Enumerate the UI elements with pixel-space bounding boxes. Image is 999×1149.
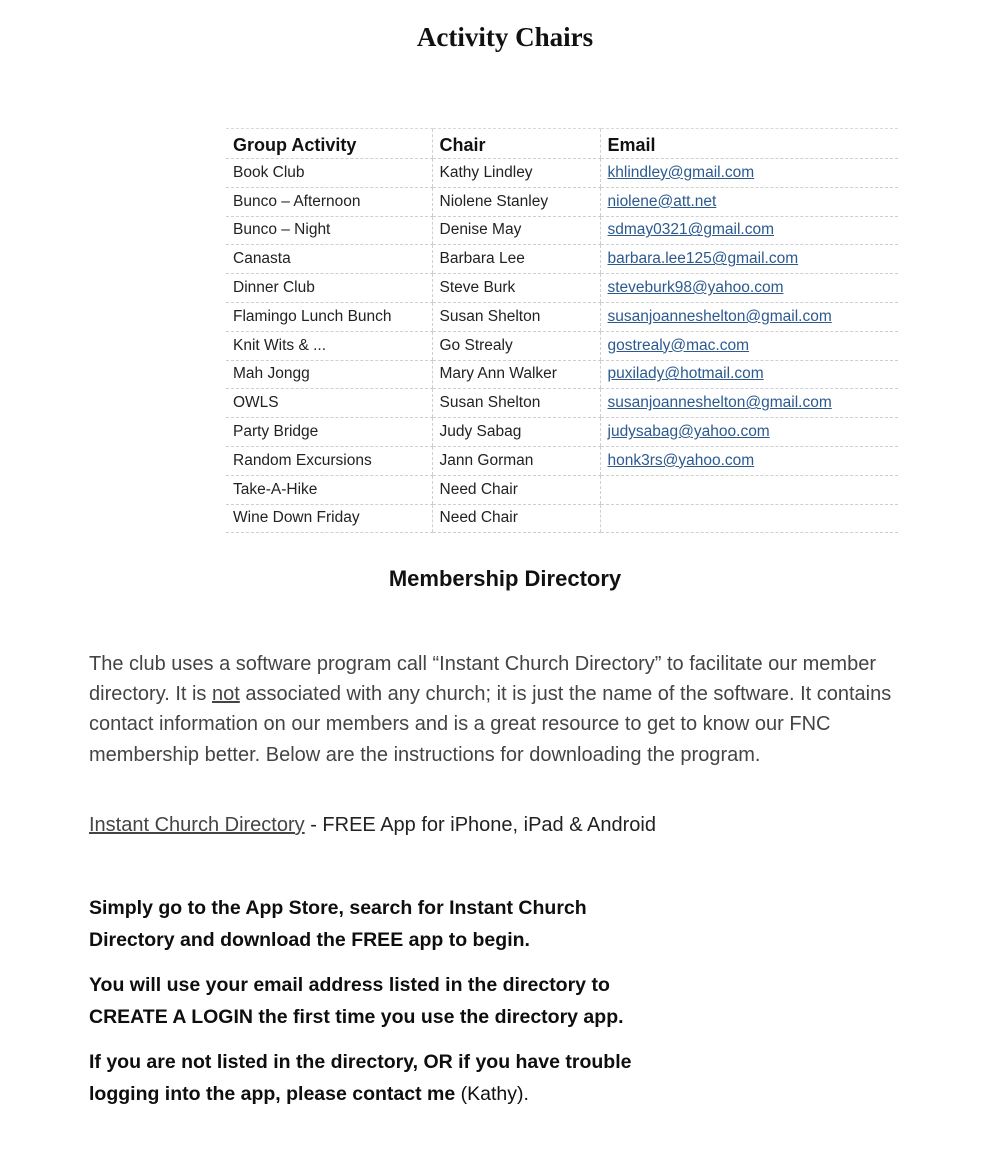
chair-cell: Kathy Lindley [432,159,600,188]
email-link[interactable]: niolene@att.net [607,192,717,210]
activity-cell: Dinner Club [226,274,432,303]
chair-cell: Mary Ann Walker [432,360,600,389]
chair-cell: Go Strealy [432,331,600,360]
activity-cell: Canasta [226,245,432,274]
activity-cell: OWLS [226,389,432,418]
chair-cell: Barbara Lee [432,245,600,274]
chair-cell: Judy Sabag [432,418,600,447]
activity-cell: Party Bridge [226,418,432,447]
page-title: Activity Chairs [416,22,594,52]
table-row [226,302,898,331]
activity-cell: Knit Wits & ... [226,331,432,360]
email-cell [600,418,898,447]
email-cell [600,187,898,216]
intro-text-part-2: associated with any church; it is just the name of the software. It contains contact information on our members and is a great resource to get to know our FNC membership better. Below are the instructions for downloading the program. [89,683,892,766]
instruction-create-login: You will use your email address listed in the directory to CREATE A LOGIN the first time you use the directory app. [89,974,624,1028]
table-row [226,360,898,389]
activity-cell: Book Club [226,159,432,188]
email-link[interactable]: sdmay0321@gmail.com [607,221,774,239]
email-cell [600,302,898,331]
email-link[interactable]: susanjoanneshelton@gmail.com [607,394,832,412]
activity-cell: Flamingo Lunch Bunch [226,302,432,331]
activity-cell: Take-A-Hike [226,475,432,504]
activity-cell: Bunco – Afternoon [226,187,432,216]
email-link[interactable]: khlindley@gmail.com [607,163,755,181]
activity-cell: Wine Down Friday [226,504,432,533]
chair-cell: Susan Shelton [432,389,600,418]
instruction-contact [89,1046,669,1110]
chair-cell: Need Chair [432,475,600,504]
email-cell [600,360,898,389]
email-cell [600,389,898,418]
email-link[interactable]: puxilady@hotmail.com [607,365,764,383]
email-cell [600,446,898,475]
table-row [226,331,898,360]
activity-cell: Mah Jongg [226,360,432,389]
app-platforms-text: - FREE App for iPhone, iPad & Android [304,814,656,836]
email-cell [600,504,898,533]
chair-cell: Niolene Stanley [432,187,600,216]
chair-cell: Jann Gorman [432,446,600,475]
chair-cell: Denise May [432,216,600,245]
chair-cell: Susan Shelton [432,302,600,331]
table-row [226,475,898,504]
app-line [89,814,656,837]
email-cell [600,216,898,245]
membership-directory-heading: Membership Directory [388,566,622,591]
activity-chairs-table [226,128,898,533]
table-row [226,389,898,418]
chair-cell: Need Chair [432,504,600,533]
column-header-email: Email [600,129,898,159]
table-row [226,216,898,245]
table-header-row [226,129,898,159]
instruction-download: Simply go to the App Store, search for Instant Church Directory and download the FREE app to begin. [89,897,587,951]
table-row [226,418,898,447]
instruction-contact-text: If you are not listed in the directory, OR if you have trouble logging into the app, please contact me [89,1051,632,1105]
email-link[interactable]: judysabag@yahoo.com [607,423,770,441]
chair-cell: Steve Burk [432,274,600,303]
email-link[interactable]: susanjoanneshelton@gmail.com [607,307,832,325]
table-row [226,504,898,533]
email-cell [600,245,898,274]
email-link[interactable]: steveburk98@yahoo.com [607,279,784,297]
intro-text-part-1: The club uses a software program call “Instant Church Directory” to facilitate our member directory. It is [89,653,876,706]
table-row [226,274,898,303]
intro-underlined-not: not [212,683,240,706]
activity-cell: Bunco – Night [226,216,432,245]
table-row [226,159,898,188]
email-link[interactable]: barbara.lee125@gmail.com [607,250,799,268]
column-header-group-activity: Group Activity [226,129,432,159]
table-row [226,187,898,216]
email-cell [600,331,898,360]
email-link[interactable]: gostrealy@mac.com [607,336,749,354]
instant-church-directory-link[interactable]: Instant Church Directory [89,814,305,836]
email-cell [600,475,898,504]
email-link[interactable]: honk3rs@yahoo.com [607,451,755,469]
column-header-chair: Chair [432,129,600,159]
table-row [226,245,898,274]
contact-name: (Kathy). [455,1083,529,1105]
email-cell [600,159,898,188]
activity-cell: Random Excursions [226,446,432,475]
intro-paragraph [89,649,919,770]
email-cell [600,274,898,303]
table-row [226,446,898,475]
